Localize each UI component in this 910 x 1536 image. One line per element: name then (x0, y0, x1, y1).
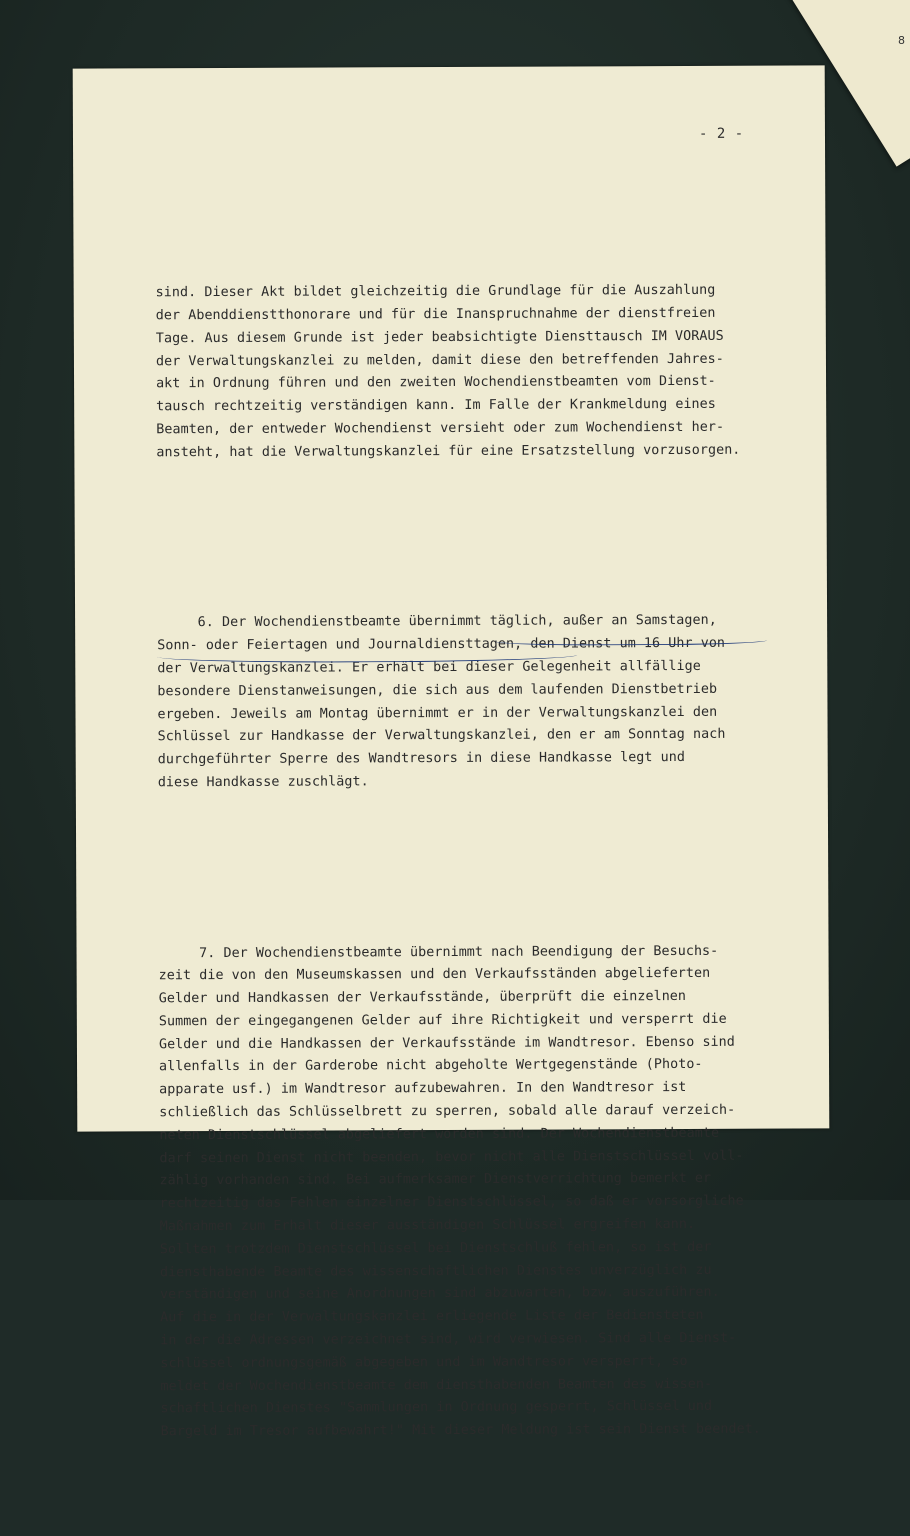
adjacent-page-mark: 8 (898, 34, 905, 47)
text-line: Beamten, der entweder Wochendienst versieht oder zum Wochendienst her- (156, 419, 725, 438)
page-number: - 2 - (698, 125, 744, 142)
text-line: ergeben. Jeweils am Montag übernimmt er in der Verwaltungskanzlei den (157, 704, 718, 722)
text-line: darf seinen Dienst nicht beenden, bevor nicht alle Dienstschlüssel voll- (159, 1148, 744, 1166)
text-line: Schlüssel zur Handkasse der Verwaltungskanzlei, den er am Sonntag nach (157, 727, 726, 745)
text-line: Maßnahmen zum Erhalt dieser ausständigen Schlüssel ergreifen kann. (159, 1217, 696, 1235)
text-line: akt in Ordnung führen und den zweiten Wochendienstbeamten vom Dienst- (156, 374, 716, 392)
text-line: schaftlichen Dienstes "Sammlungen in Ordnung gesperrt, Schlüssel und (160, 1399, 713, 1417)
text-line: allenfalls in der Garderobe nicht abgeholte Wertgegenstände (Photo- (159, 1057, 703, 1075)
text-line: apparate usf.) im Wandtresor aufzubewahren. In den Wandtresor ist (159, 1080, 687, 1098)
text-line: schlüssel ordnungsgemäß abgegeben und im Wandtresor versperrt, so (160, 1353, 688, 1372)
text-line: Auf die in der Verwaltungskanzlei erliegende Liste der Bediensteten (160, 1308, 704, 1326)
text-line: 7. Der Wochendienstbeamte übernimmt nach Beendigung der Besuchs- (158, 943, 719, 961)
text-line: zeit die von den Museumskassen und den Verkaufsständen abgelieferten (158, 966, 711, 984)
text-line: in der die Adressen verzeichnet sind, wird verwiesen. Sind alle Dienst- (160, 1330, 737, 1349)
text-line: Gelder und Handkassen der Verkaufsstände, überprüft die einzelnen (158, 989, 687, 1007)
typewritten-page (73, 65, 830, 1440)
text-line: durchgeführter Sperre des Wandtresors in diese Handkasse legt und (157, 750, 686, 768)
text-line: meldet der Wochendienstbeamte dem diensthabenden Beamten des wissen- (160, 1376, 713, 1394)
text-line: diese Handkasse zuschlägt. (157, 774, 369, 791)
text-line: Sollten trotzdem Dienstschlüssel bei Dienstschluß fehlen, so ist der (159, 1239, 712, 1258)
text-line: besondere Dienstanweisungen, die sich aus dem laufenden Dienstbetrieb (157, 681, 718, 700)
text-line: Summen der eingegangenen Gelder auf ihre Richtigkeit und versperrt die (158, 1011, 727, 1030)
text-line: der Verwaltungskanzlei. Er erhält bei dieser Gelegenheit allfällige (157, 658, 701, 677)
text-line: tausch rechtzeitig verständigen kann. Im Falle der Krankmeldung eines (156, 397, 716, 415)
text-line: Tage. Aus diesem Grunde ist jeder beabsichtigte Diensttausch IM VORAUS (155, 328, 724, 347)
document-body (155, 188, 841, 1535)
paragraph-continuation (155, 234, 836, 511)
text-line: schließlich das Schlüsselbrett zu sperren, sobald alle darauf verzeich- (159, 1102, 736, 1121)
text-line: neten Dienstschlüssel abgeliefert worden sind. Der Wochendienstbeamte (159, 1125, 720, 1144)
text-line: Sonn- oder Feiertagen und Journaldiensttagen, den Dienst um 16 Uhr von (157, 635, 726, 654)
text-line: diensthabende Beamte des wissenschaftlichen Dienstes unverzüglich zu (159, 1262, 712, 1280)
text-line: zählig vorhanden sind. Bei aufmerksamer Dienstverrichtung bemerkt er (159, 1171, 712, 1189)
paragraph-7 (158, 894, 841, 1490)
paragraph-6 (157, 564, 838, 841)
text-line: der Abenddienstthonorare und für die Inanspruchnahme der dienstfreien (155, 305, 716, 324)
text-line: verständigen und seine Anordnungen sind abzuwarten, bzw. auszuführen. (160, 1285, 720, 1303)
text-line: Bargeld im Tresor aufbewahrt!" Mit dieser Meldung ist sein Dienst beendet. (160, 1421, 761, 1440)
text-line: ansteht, hat die Verwaltungskanzlei für eine Ersatzstellung vorzusorgen. (156, 442, 741, 461)
text-line: 6. Der Wochendienstbeamte übernimmt täglich, außer an Samstagen, (157, 613, 717, 631)
text-line: der Verwaltungskanzlei zu melden, damit diese den betreffenden Jahres- (155, 351, 724, 369)
text-line: rechtzeitig das Fehlen einzelner Dienstschlüssel, so daß er vorsorgliche (159, 1193, 744, 1212)
text-line: sind. Dieser Akt bildet gleichzeitig die Grundlage für die Auszahlung (155, 283, 716, 301)
text-line: Gelder und die Handkassen der Verkaufsstände im Wandtresor. Ebenso sind (158, 1034, 735, 1052)
